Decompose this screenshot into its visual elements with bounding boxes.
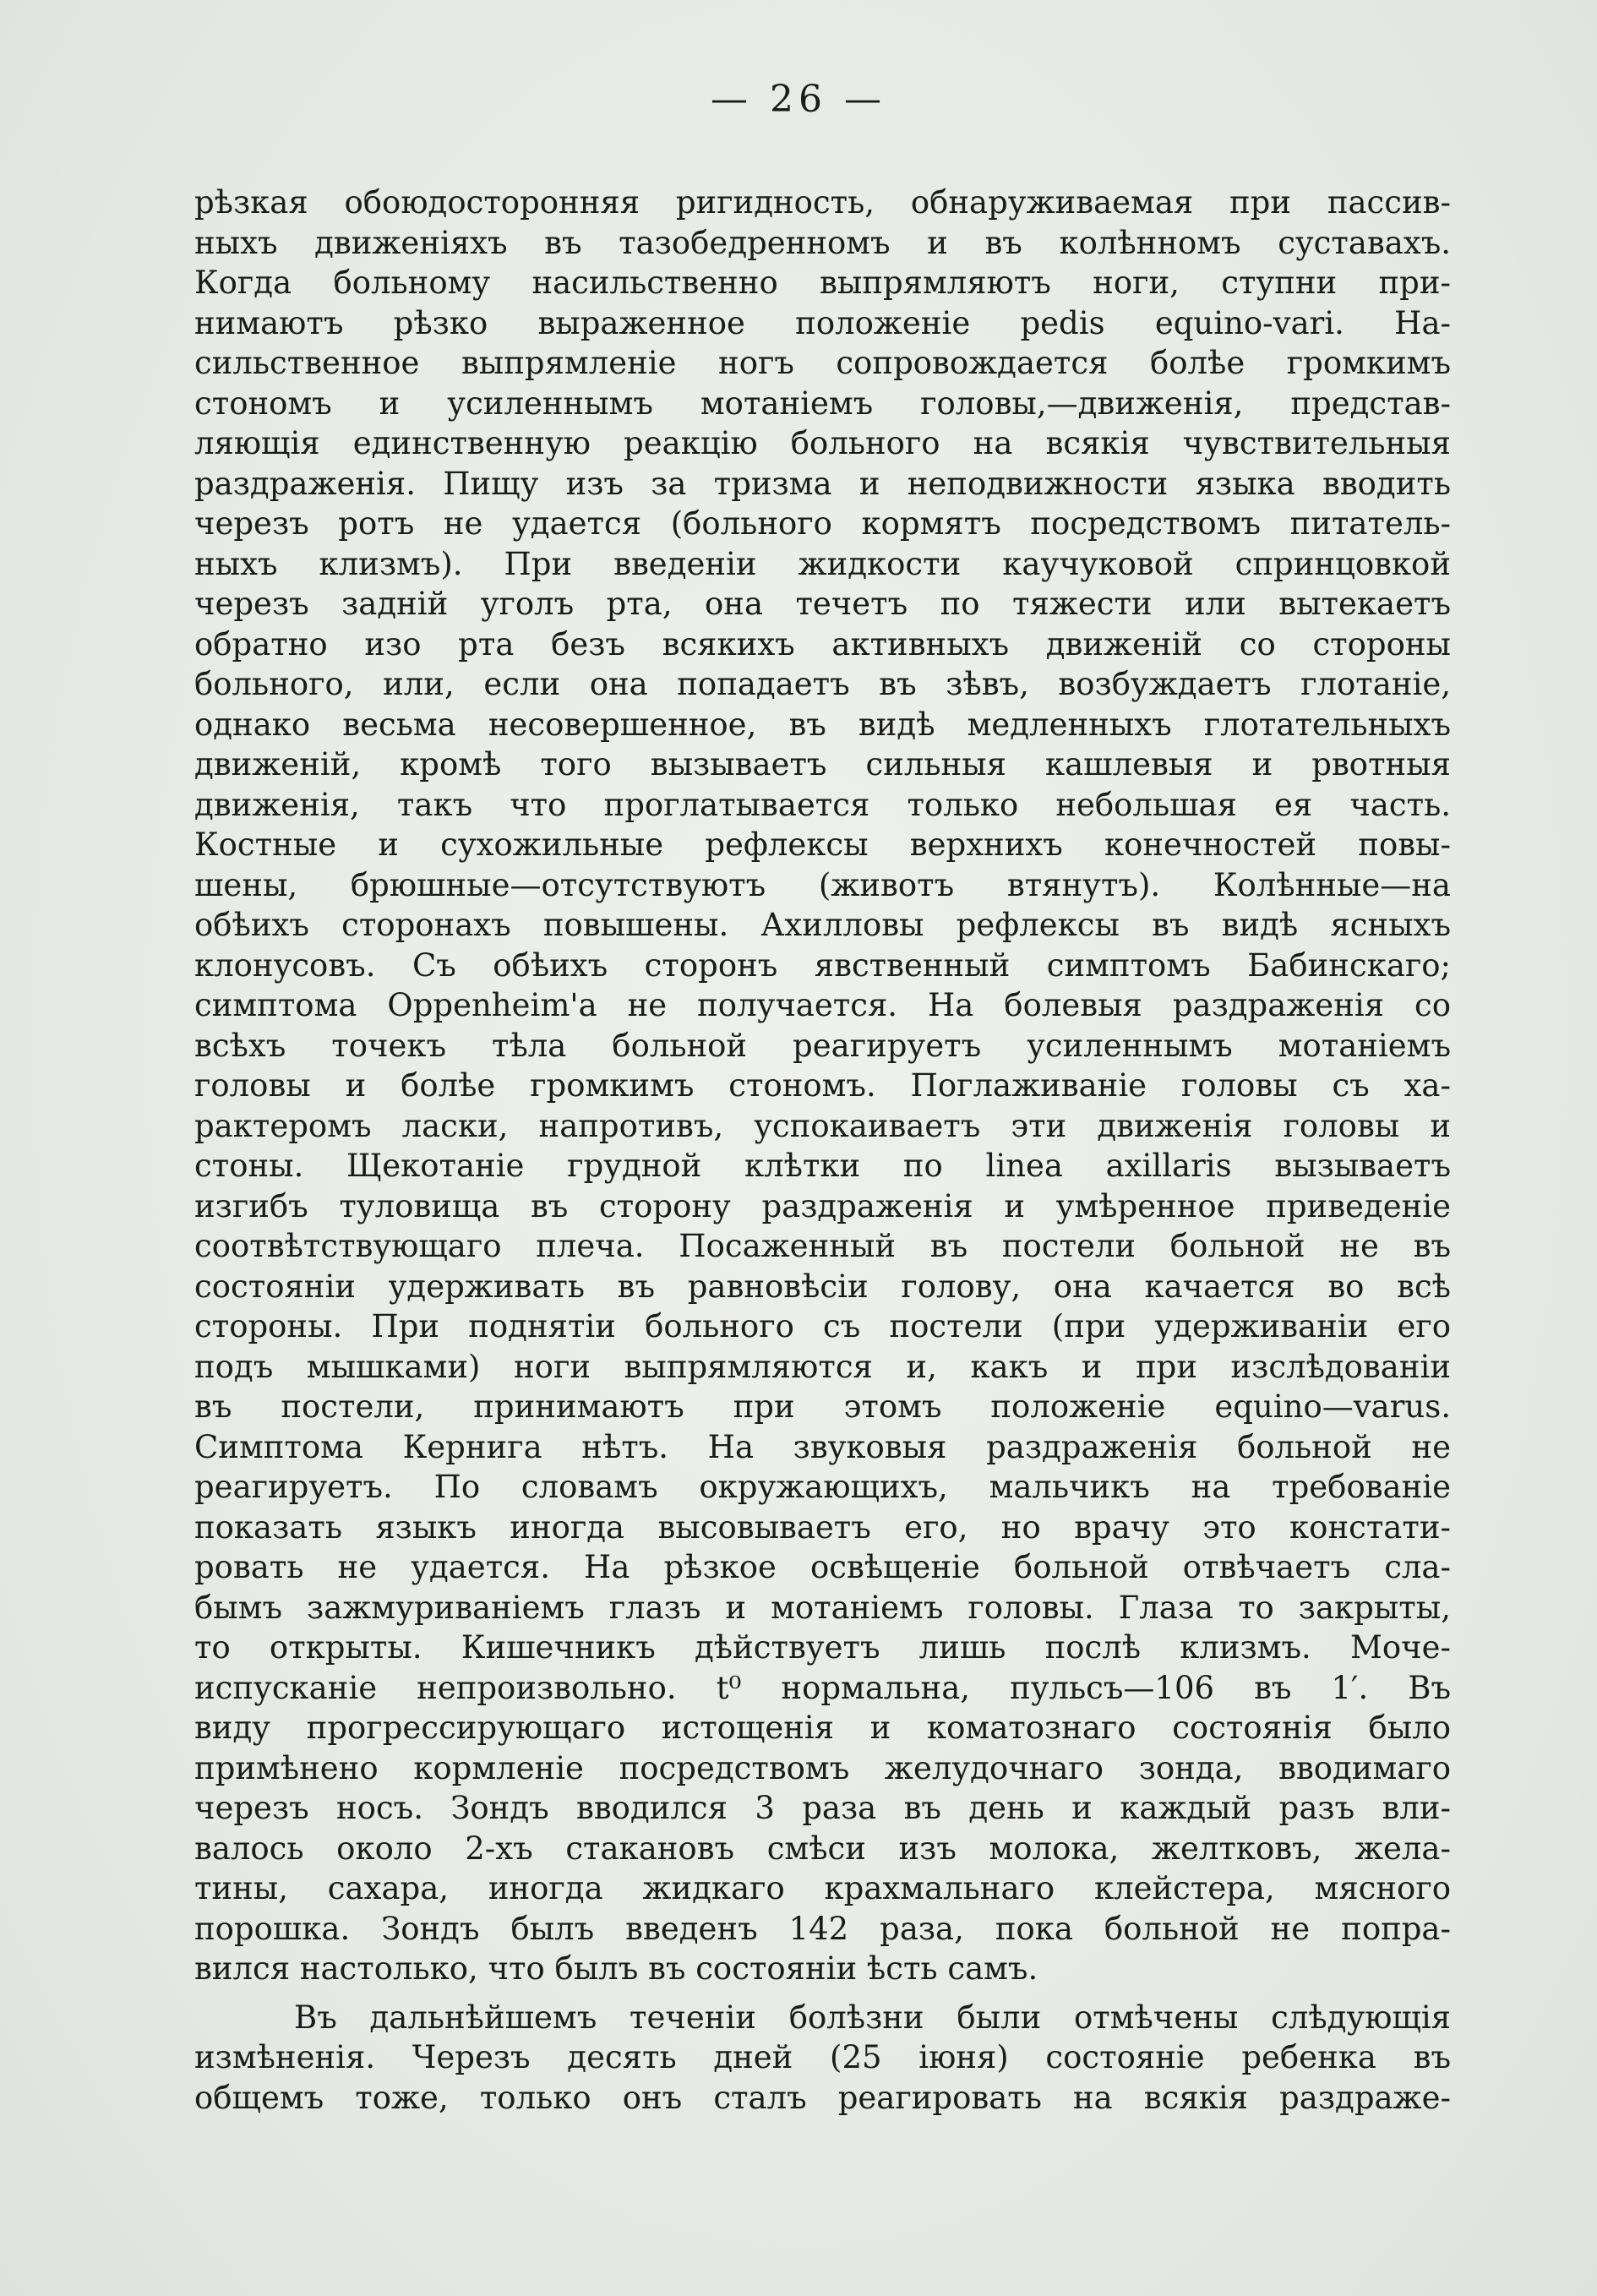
text-line: бымъ зажмуриваніемъ глазъ и мотаніемъ головы. Глаза то закрыты, [194,1589,1451,1626]
text-line: тины, сахара, иногда жидкаго крахмальнаго клейстера, мясного [194,1870,1451,1906]
text-line: соотвѣтствующаго плеча. Посаженный въ постели больной не въ [194,1228,1451,1264]
text-line: движенія, такъ что проглатывается только небольшая ея часть. [194,786,1451,823]
text-line: стоны. Щекотаніе грудной клѣтки по linea axillaris вызываетъ [194,1148,1451,1184]
text-line: то открыты. Кишечникъ дѣйствуетъ лишь послѣ клизмъ. Моче- [194,1629,1451,1666]
text-line: показать языкъ иногда высовываетъ его, но врачу это констати- [194,1508,1451,1546]
text-line: всѣхъ точекъ тѣла больной реагируетъ усиленнымъ мотаніемъ [194,1027,1451,1064]
text-line: Симптома Кернига нѣтъ. На звуковыя раздраженія больной не [194,1428,1451,1465]
text-line: черезъ задній уголъ рта, она течетъ по тяжести или вытекаетъ [194,586,1451,622]
text-line: больного, или, если она попадаетъ въ зѣвъ, возбуждаетъ глотаніе, [194,666,1451,702]
text-line: черезъ ротъ не удается (больного кормятъ посредствомъ питатель- [194,505,1451,542]
body-text [194,183,1451,2118]
text-line: общемъ тоже, только онъ сталъ реагировать на всякія раздраже- [194,2079,1451,2116]
text-line: рѣзкая обоюдосторонняя ригидность, обнаруживаемая при пассив- [194,184,1451,221]
text-line: изгибъ туловища въ сторону раздраженія и умѣренное приведеніе [194,1187,1451,1224]
text-line: испусканіе непроизвольно. t⁰ нормальна, пульсъ—106 въ 1′. Въ [194,1669,1451,1706]
text-line: стономъ и усиленнымъ мотаніемъ головы,—движенія, представ- [194,384,1451,422]
text-line: сильственное выпрямленіе ногъ сопровождается болѣе громкимъ [194,345,1451,381]
text-line: виду прогрессирующаго истощенія и коматознаго состоянія было [194,1710,1451,1746]
text-line: Когда больному насильственно выпрямляютъ ноги, ступни при- [194,265,1451,301]
text-line: клонусовъ. Съ обѣихъ сторонъ явственный симптомъ Бабинскаго; [194,946,1451,984]
text-line: Костные и сухожильные рефлексы верхнихъ конечностей повы- [194,826,1451,863]
text-line: вился настолько, что былъ въ состояніи ѣсть самъ. [194,1950,1038,1987]
text-line: Въ дальнѣйшемъ теченіи болѣзни были отмѣчены слѣдующія [294,1999,1451,2036]
text-line: примѣнено кормленіе посредствомъ желудочнаго зонда, вводимаго [194,1749,1451,1786]
text-line: ляющія единственную реакцію больного на всякія чувствительныя [194,425,1451,461]
text-line: стороны. При поднятіи больного съ постели (при удерживаніи его [194,1308,1451,1344]
text-line: движеній, кромѣ того вызываетъ сильныя кашлевыя и рвотныя [194,746,1451,783]
page-number: — 26 — [711,78,886,121]
paragraph-1 [194,183,1451,1989]
text-line: состояніи удерживать въ равновѣсіи голову, она качается во всѣ [194,1268,1451,1305]
text-line: ровать не удается. На рѣзкое освѣщеніе больной отвѣчаетъ сла- [194,1549,1451,1585]
text-line: обратно изо рта безъ всякихъ активныхъ движеній со стороны [194,625,1451,663]
paragraph-2 [194,1998,1451,2119]
paragraph-gap [194,1989,1451,1998]
text-line: рактеромъ ласки, напротивъ, успокаиваетъ эти движенія головы и [194,1107,1451,1144]
text-line: ныхъ движеніяхъ въ тазобедренномъ и въ колѣнномъ суставахъ. [194,224,1451,261]
text-line: шены, брюшные—отсутствуютъ (животъ втянутъ). Колѣнные—на [194,866,1451,903]
text-line: измѣненія. Черезъ десять дней (25 іюня) состояніе ребенка въ [194,2039,1451,2075]
text-line: обѣихъ сторонахъ повышены. Ахилловы рефлексы въ видѣ ясныхъ [194,907,1451,943]
text-line: нимаютъ рѣзко выраженное положеніе pedis equino-vari. На- [194,304,1451,341]
text-line: ныхъ клизмъ). При введеніи жидкости каучуковой спринцовкой [194,545,1451,582]
text-line: раздраженія. Пищу изъ за тризма и неподвижности языка вводить [194,465,1451,502]
text-line: порошка. Зондъ былъ введенъ 142 раза, пока больной не попра- [194,1910,1451,1947]
text-line: въ постели, принимаютъ при этомъ положеніе equino—varus. [194,1388,1451,1425]
text-line: однако весьма несовершенное, въ видѣ медленныхъ глотательныхъ [194,706,1451,743]
text-line: валось около 2-хъ стакановъ смѣси изъ молока, желтковъ, жела- [194,1830,1451,1867]
text-line: симптома Oppenheim'а не получается. На болевыя раздраженія со [194,987,1451,1023]
text-line: подъ мышками) ноги выпрямляются и, какъ и при изслѣдованіи [194,1348,1451,1385]
text-line: головы и болѣе громкимъ стономъ. Поглаживаніе головы съ ха- [194,1067,1451,1104]
text-line: черезъ носъ. Зондъ вводился 3 раза въ день и каждый разъ вли- [194,1790,1451,1826]
text-line: реагируетъ. По словамъ окружающихъ, мальчикъ на требованіе [194,1469,1451,1505]
